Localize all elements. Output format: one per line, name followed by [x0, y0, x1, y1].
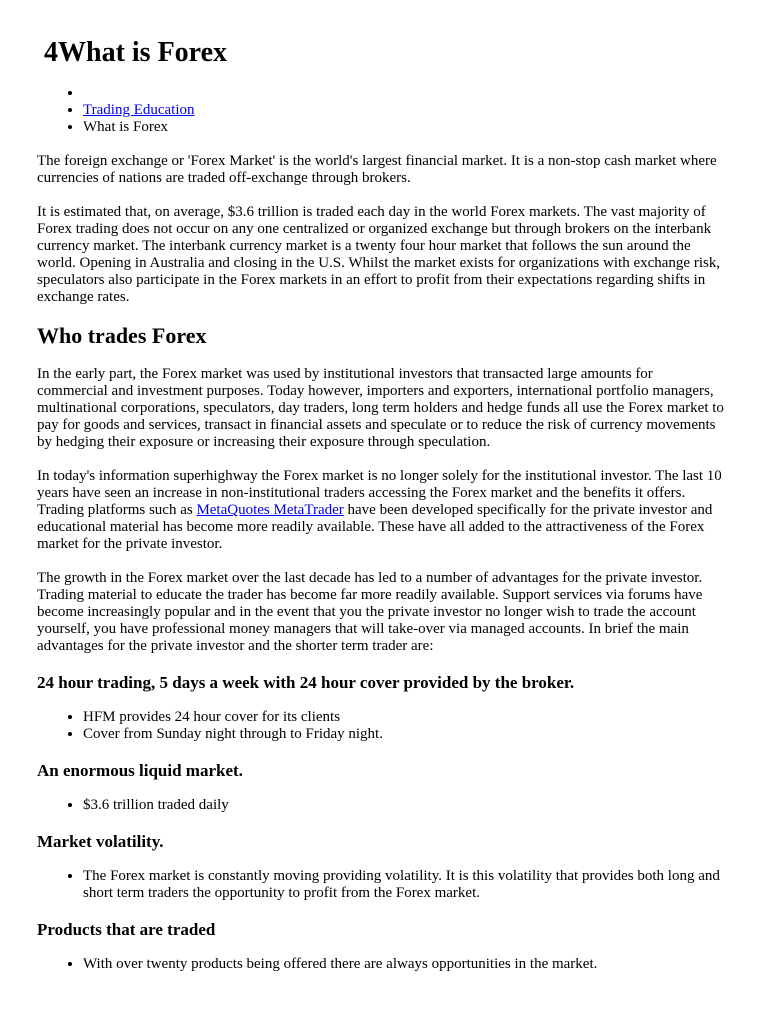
list-item: • $3.6 trillion traded daily: [83, 797, 727, 814]
list-item: • Cover from Sunday night through to Friday night.: [83, 726, 727, 743]
section-list-products: [37, 956, 727, 973]
who-paragraph-3: The growth in the Forex market over the last decade has led to a number of advantages for the private investor. Trading material to educate the trader has become far more readily available. Support services via forums have become increasingly popular and in the event that you the private investor no longer wish to trade the account yourself, you have professional money managers that will take-over via managed accounts. In brief the main advantages for the private investor and the shorter term trader are:: [37, 570, 703, 654]
breadcrumb-item: [83, 102, 727, 119]
list-item: • The Forex market is constantly moving providing volatility. It is this volatility that provides both long and short term traders the opportunity to profit from the Forex market.: [83, 868, 727, 902]
breadcrumb-home: [83, 85, 727, 102]
who-p2-text-before: In today's information superhighway the Forex market is no longer solely for the institutional investor. The last 10 years have seen an increase in non-institutional traders accessing the Forex market and the benefits it offers. Trading platforms such as: [37, 468, 722, 518]
page-title: 4What is Forex: [44, 37, 228, 68]
breadcrumb: [37, 85, 727, 136]
section-list-liquid-market: [37, 797, 727, 814]
intro-paragraph-2: It is estimated that, on average, $3.6 trillion is traded each day in the world Forex markets. The vast majority of Forex trading does not occur on any one centralized or organized exchange but through brokers on the interbank currency market. The interbank currency market is a twenty four hour market that follows the sun around the world. Opening in Australia and closing in the U.S. Whilst the market exists for organizations with exchange risk, speculators also participate in the Forex markets in an effort to profit from their expectations regarding shifts in exchange rates.: [37, 204, 721, 305]
who-paragraph-1: In the early part, the Forex market was used by institutional investors that transacted large amounts for commercial and investment purposes. Today however, importers and exporters, international portfolio managers, multinational corporations, speculators, day traders, long term holders and hedge funds all use the Forex market to pay for goods and services, transact in financial assets and speculate or to reduce the risk of currency movements by hedging their exposure or increasing their exposure through speculation.: [37, 366, 724, 450]
section-heading-volatility: Market volatility.: [37, 832, 164, 851]
who-p2-text-after: have been developed specifically for the private investor and educational material has become more readily available. These have all added to the attractiveness of the Forex market for the private investor.: [37, 502, 713, 552]
article: [37, 0, 727, 973]
list-item: • HFM provides 24 hour cover for its clients: [83, 709, 727, 726]
trading-education-link[interactable]: Trading Education: [83, 102, 195, 118]
section-heading-products: Products that are traded: [37, 920, 216, 939]
metatrader-link[interactable]: MetaQuotes MetaTrader: [196, 502, 344, 518]
intro-paragraph-1: The foreign exchange or 'Forex Market' is the world's largest financial market. It is a non-stop cash market where currencies of nations are traded off-exchange through brokers.: [37, 153, 717, 186]
who-trades-heading: Who trades Forex: [37, 323, 207, 348]
section-heading-liquid-market: An enormous liquid market.: [37, 761, 243, 780]
who-paragraph-2: [37, 468, 727, 553]
section-list-volatility: [37, 868, 727, 902]
list-item: • With over twenty products being offered there are always opportunities in the market.: [83, 956, 727, 973]
breadcrumb-current: • What is Forex: [83, 119, 727, 136]
section-heading-24-hour: 24 hour trading, 5 days a week with 24 hour cover provided by the broker.: [37, 673, 575, 692]
section-list-24-hour: [37, 709, 727, 743]
